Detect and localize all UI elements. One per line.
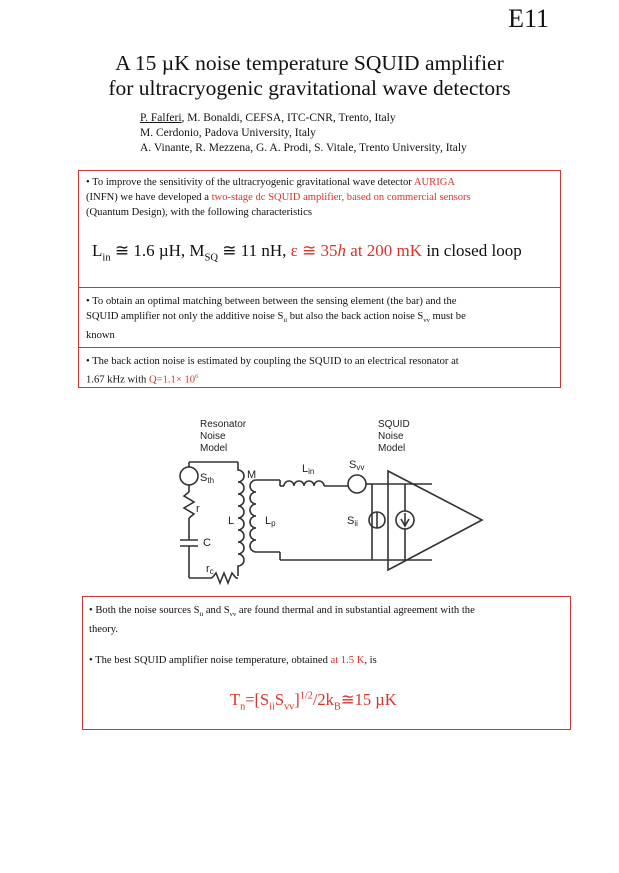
- backaction-line-1: • The back action noise is estimated by coupling the SQUID to an electrical resonator at: [86, 356, 459, 367]
- q-exp: 6: [195, 373, 199, 380]
- f2-exp: 1/2: [299, 690, 313, 702]
- label-sii: S: [347, 515, 355, 527]
- label-svv: S: [349, 459, 357, 471]
- svg-text:Sii: [347, 515, 358, 528]
- label-lp: L: [265, 515, 272, 527]
- f1-eps: ε ≅ 35: [290, 241, 338, 260]
- results-paragraph: [89, 603, 567, 637]
- r-b: ii: [199, 611, 204, 619]
- svg-text:Lp: [265, 515, 276, 528]
- r-a: • Both the noise sources S: [89, 605, 200, 616]
- r-f: theory.: [89, 624, 119, 636]
- svg-text:Svv: [349, 459, 364, 472]
- r-e: are found thermal and in substantial agreement with the: [236, 605, 475, 616]
- label-lin-sub: in: [308, 467, 315, 476]
- f2-T: T: [230, 690, 241, 709]
- f2-br: ]: [294, 690, 300, 709]
- f1-L-sub: in: [102, 252, 111, 264]
- label-c: C: [203, 537, 211, 549]
- squid-label-3: Model: [378, 443, 406, 454]
- f2-eq: =[S: [245, 690, 270, 709]
- f2-ii: ii: [269, 701, 275, 713]
- f1-L: L: [92, 241, 103, 260]
- sth-source-icon: [180, 467, 198, 485]
- m-d: vv: [423, 317, 430, 325]
- label-l: L: [228, 515, 235, 527]
- resonator-label-2: Noise: [200, 431, 226, 442]
- label-lin: L: [302, 463, 309, 475]
- title-line-2: for ultracryogenic gravitational wave detectors: [108, 76, 511, 100]
- q-value: Q=1.1× 10: [148, 374, 196, 386]
- squid-label-2: Noise: [378, 431, 404, 442]
- m-b: ii: [283, 317, 288, 325]
- f2-S: S: [274, 690, 285, 709]
- intro-text-e: (Quantum Design), with the following characteristics: [86, 207, 312, 218]
- m-e: must be: [429, 311, 466, 322]
- m-c: but also the back action noise S: [287, 311, 424, 322]
- resonator-label-3: Model: [200, 443, 228, 454]
- label-r: r: [196, 503, 200, 515]
- svg-text:rc: [206, 563, 214, 576]
- t-c: , is: [364, 655, 377, 666]
- page-id: E11: [508, 4, 549, 33]
- f2-end: ≅15 µK: [340, 690, 397, 709]
- label-svv-sub: vv: [356, 463, 365, 472]
- author-line-3: A. Vinante, R. Mezzena, G. A. Prodi, S. Vitale, Trento University, Italy: [140, 142, 467, 154]
- intro-text-c: (INFN) we have developed a: [86, 192, 212, 203]
- f1-L-rest: ≅ 1.6 µH, M: [110, 241, 205, 260]
- t-a: • The best SQUID amplifier noise temperature, obtained: [89, 655, 331, 666]
- label-rc: r: [206, 563, 210, 575]
- inductor-lin-icon: [284, 481, 324, 486]
- f2-div: /2k: [312, 690, 334, 709]
- resonator-label-1: Resonator: [200, 419, 247, 430]
- label-sth: S: [200, 472, 208, 484]
- label-rc-sub: c: [209, 567, 214, 576]
- inductor-l-icon: [238, 462, 244, 576]
- r-d: vv: [229, 611, 237, 619]
- matching-line-3: known: [86, 330, 115, 342]
- resistor-r-icon: [184, 492, 194, 518]
- f1-M-rest: ≅ 11 nH,: [218, 241, 291, 260]
- author-line-1-rest: , M. Bonaldi, CEFSA, ITC-CNR, Trento, Italy: [181, 112, 396, 124]
- label-sii-sub: ii: [354, 519, 358, 528]
- f1-at: at 200 mK: [346, 241, 423, 260]
- title-line-1: A 15 µK noise temperature SQUID amplifier: [115, 51, 504, 75]
- label-sth-sub: th: [207, 476, 215, 485]
- svv-source-icon: [348, 475, 366, 493]
- m-a: SQUID amplifier not only the additive noise S: [86, 311, 284, 322]
- label-m: M: [247, 469, 257, 481]
- matching-line-1: • To obtain an optimal matching between between the sensing element (the bar) and the: [86, 296, 457, 307]
- squid-highlight: two-stage dc SQUID amplifier, based on commercial sensors: [211, 192, 471, 203]
- inductor-lp-icon: [250, 480, 256, 552]
- presenting-author: P. Falferi: [140, 112, 182, 124]
- r-c: and S: [203, 605, 230, 616]
- intro-text-a: • To improve the sensitivity of the ultracryogenic gravitational wave detector: [86, 177, 414, 188]
- ba-a: 1.67 kHz with: [86, 374, 149, 386]
- noise-temperature-formula: [230, 690, 397, 712]
- best-temperature-paragraph: [89, 653, 567, 668]
- f2-T-sub: n: [240, 701, 246, 713]
- author-line-2: M. Cerdonio, Padova University, Italy: [140, 127, 316, 139]
- label-lp-sub: p: [271, 519, 276, 528]
- f1-tail: in closed loop: [422, 241, 522, 260]
- resistor-rc-icon: [212, 573, 236, 583]
- f2-vv: vv: [284, 701, 295, 713]
- svg-text:Sth: [200, 472, 214, 485]
- f1-M-sub: SQ: [204, 252, 218, 264]
- t-b: at 1.5 K: [330, 655, 365, 666]
- svg-text:Lin: [302, 463, 314, 476]
- f1-h: h: [337, 241, 347, 260]
- auriga-highlight: AURIGA: [413, 177, 456, 188]
- f2-B: B: [333, 701, 341, 713]
- squid-label-1: SQUID: [378, 419, 410, 430]
